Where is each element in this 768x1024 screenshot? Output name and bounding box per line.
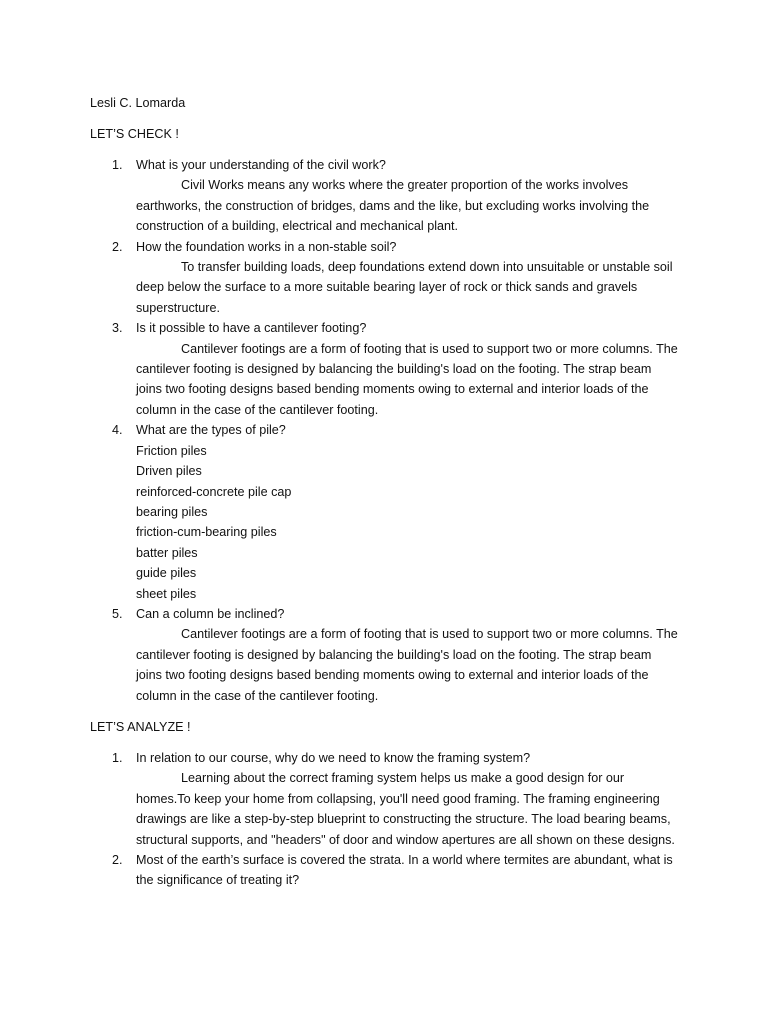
answer-text: Cantilever footings are a form of footing that is used to support two or more columns. The cantilever footing is designed by balancing the building's load on the footing. The strap beam joins two footing designs based bending moments owing to external and interior loads of the column in the case of the cantilever footing. bbox=[136, 627, 678, 703]
question-text: In relation to our course, why do we need to know the framing system? bbox=[136, 751, 531, 765]
list-item: reinforced-concrete pile cap bbox=[136, 484, 292, 499]
author-name: Lesli C. Lomarda bbox=[90, 96, 186, 110]
list-item: batter piles bbox=[136, 545, 198, 560]
answer-text: To transfer building loads, deep foundations extend down into unsuitable or unstable soil deep below the surface to a more suitable bearing layer of rock or thick sands and gravels superstructure. bbox=[136, 260, 673, 315]
question-number: 4. bbox=[112, 423, 123, 438]
list-item: Friction piles bbox=[136, 443, 207, 458]
question-text: Most of the earth’s surface is covered the strata. In a world where termites are abundant, what is the significance of treating it? bbox=[136, 853, 673, 888]
list-item: Driven piles bbox=[136, 464, 202, 479]
list-item: friction-cum-bearing piles bbox=[136, 525, 277, 540]
analyze-question-2 bbox=[0, 850, 678, 891]
answer-text: Civil Works means any works where the greater proportion of the works involves earthworks, the construction of bridges, dams and the like, but excluding works involving the construction of a building, electrical and mechanical plant. bbox=[136, 178, 650, 234]
question-number: 2. bbox=[112, 853, 123, 868]
question-number: 3. bbox=[112, 321, 123, 336]
question-text: Is it possible to have a cantilever footing? bbox=[136, 321, 367, 336]
list-item: sheet piles bbox=[136, 586, 197, 601]
question-number: 1. bbox=[112, 751, 123, 765]
check-question-1 bbox=[0, 155, 678, 237]
question-number: 5. bbox=[112, 606, 123, 621]
question-text: What are the types of pile? bbox=[136, 423, 286, 438]
check-question-3 bbox=[0, 318, 678, 420]
question-number: 2. bbox=[112, 239, 123, 254]
answer-text: Learning about the correct framing system helps us make a good design for our homes.To keep your home from collapsing, you'll need good framing. The framing engineering drawings are like a step-by-step blueprint to constructing the structure. The load bearing beams, structural supports, and "headers" of door and window apertures are all shown on these designs. bbox=[136, 771, 675, 847]
question-text: How the foundation works in a non-stable soil? bbox=[136, 239, 397, 254]
check-question-2 bbox=[0, 237, 678, 319]
analyze-question-1 bbox=[0, 748, 678, 850]
section-heading-check: LET’S CHECK ! bbox=[90, 127, 179, 141]
answer-text: Cantilever footings are a form of footing that is used to support two or more columns. The cantilever footing is designed by balancing the building's load on the footing. The strap beam joins two footing designs based bending moments owing to external and interior loads of the column in the case of the cantilever footing. bbox=[136, 341, 678, 417]
list-item: bearing piles bbox=[136, 504, 208, 519]
check-question-4 bbox=[0, 420, 678, 604]
pile-types-list bbox=[136, 441, 678, 604]
check-question-5 bbox=[0, 604, 678, 706]
check-question-list bbox=[0, 155, 768, 706]
question-text: What is your understanding of the civil work? bbox=[136, 158, 386, 172]
analyze-question-list bbox=[0, 748, 768, 891]
list-item: guide piles bbox=[136, 566, 197, 581]
question-text: Can a column be inclined? bbox=[136, 606, 285, 621]
section-heading-analyze: LET’S ANALYZE ! bbox=[90, 720, 191, 734]
question-number: 1. bbox=[112, 158, 123, 172]
